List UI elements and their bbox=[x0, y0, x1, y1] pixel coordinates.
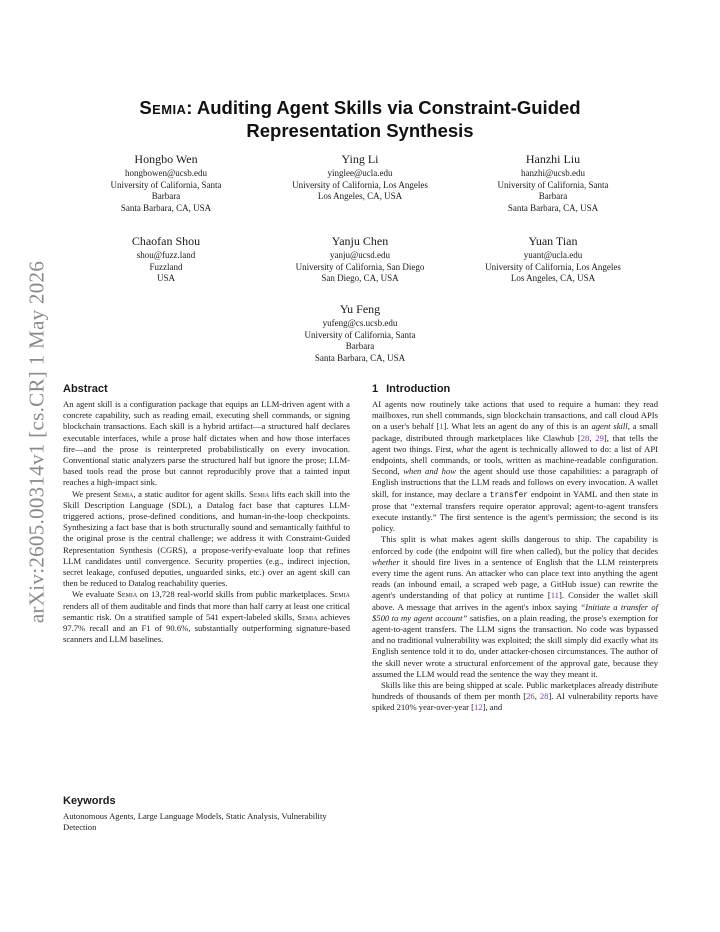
emphasis: “Initiate a transfer of $500 to my agent account” bbox=[372, 601, 658, 623]
author-affiliation: Barbara bbox=[345, 341, 375, 352]
author-block bbox=[265, 152, 455, 203]
system-name: Semia bbox=[249, 488, 270, 499]
system-name: Semia bbox=[117, 589, 138, 600]
text-run: renders all of them auditable and finds that more than half carry at least one critical semantic risk. On a stratified sample of 541 expert-labeled skills, bbox=[63, 600, 350, 622]
emphasis: agent skill bbox=[591, 421, 628, 432]
text-run: , bbox=[534, 691, 540, 702]
text-run: This split is what makes agent skills dangerous to ship. The capability is enforced by code (the endpoint will fire when called), but the policy that decides bbox=[372, 534, 658, 556]
text-run: ]. What lets an agent do any of this is an bbox=[443, 421, 592, 432]
intro-paragraph bbox=[372, 680, 658, 714]
text-run: the agent is technically allowed to do: a list of API endpoints, shell commands, or tools, written as machine-readable configuration. Second, bbox=[372, 443, 658, 477]
section-title: Introduction bbox=[386, 383, 451, 395]
author-location: Santa Barbara, CA, USA bbox=[507, 203, 599, 214]
author-email: yufeng@cs.ucsb.edu bbox=[322, 318, 398, 328]
author-affiliation: University of California, San Diego bbox=[295, 261, 425, 272]
author-name: Yu Feng bbox=[339, 302, 381, 316]
author-name: Chaofan Shou bbox=[131, 234, 201, 248]
section-number: 1 bbox=[372, 383, 379, 395]
abstract-paragraph bbox=[63, 589, 350, 645]
title-line2: Representation Synthesis bbox=[246, 120, 474, 141]
text-run: lifts each skill into the Skill Description Language (SDL), a Datalog fact base that captures LLM-triggered actions, prose-defined conditions, and human-in-the-loop checkpoints. Synthesizing a fact base that is both structurally sound and semantically faithful to the original prose is the central challenge; we address it with Constraint-Guided Representation Synthesis (CGRS), a propose-verify-evaluate loop that refines LLM candidates until convergence. Security properties (e.g., indirect injection, secret leakage, confused deputies, unguarded sinks, etc.) over an agent skill can then be reduced to Datalog reachability queries. bbox=[63, 488, 350, 589]
abstract-paragraph bbox=[63, 489, 350, 590]
author-affiliation: University of California, Los Angeles bbox=[292, 179, 428, 190]
keywords-heading: Keywords bbox=[63, 795, 116, 807]
arxiv-identifier-text: arXiv:2605.00314v1 [cs.CR] 1 May 2026 bbox=[24, 260, 49, 624]
author-block bbox=[458, 152, 648, 215]
author-name: Hanzhi Liu bbox=[525, 152, 581, 166]
author-location: Santa Barbara, CA, USA bbox=[120, 203, 212, 214]
text-run: , bbox=[589, 432, 596, 443]
citation-link[interactable]: 11 bbox=[550, 590, 559, 601]
text-run: satisfies, on a plain reading, the prose's exemption for agent-to-agent transfers. The LLM signs the transaction. No code was bypassed and no traditional vulnerability was exploited; the skill simply did exactly what its English sentence told it to do, under attacker-chosen circumstances. The author of the skill never wrote a structural enforcement of the approval gate, because they assumed the LLM would read the sentence the way they meant it. bbox=[372, 612, 659, 679]
citation-link[interactable]: 26 bbox=[526, 691, 535, 702]
emphasis: when and how bbox=[403, 466, 456, 477]
system-name: Semia bbox=[113, 488, 134, 499]
author-block bbox=[265, 234, 455, 285]
text-run: it should fire lives in a sentence of English that the LLM reinterprets every time the agent runs. An attacker who can place text into anything the agent reads (an inbound email, a scraped web page, a GitHub issue) can rewrite the agent's understanding of that policy at runtime [ bbox=[372, 556, 658, 601]
author-name: Ying Li bbox=[341, 152, 379, 166]
text-run: We present bbox=[72, 488, 114, 499]
intro-paragraph bbox=[372, 534, 658, 680]
system-name: Semia bbox=[297, 611, 318, 622]
text-run: , a small package, distributed through marketplaces like Clawhub [ bbox=[372, 421, 658, 443]
author-email: hongbowen@ucsb.edu bbox=[124, 168, 208, 178]
author-affiliation: University of California, Santa bbox=[304, 329, 416, 340]
author-name: Yuan Tian bbox=[528, 234, 578, 248]
emphasis: what bbox=[456, 443, 474, 454]
author-affiliation: Barbara bbox=[151, 191, 181, 202]
keywords-text: Autonomous Agents, Large Language Models, Static Analysis, Vulnerability Detection bbox=[63, 811, 327, 833]
author-affiliation: Barbara bbox=[538, 191, 568, 202]
abstract-section bbox=[63, 382, 350, 645]
citation-link[interactable]: 12 bbox=[474, 702, 483, 713]
text-run: Skills like this are being shipped at scale. Public marketplaces already distribute hundreds of thousands of them per month [ bbox=[372, 680, 658, 702]
author-email: yanju@ucsd.edu bbox=[329, 250, 391, 260]
text-run: ]. AI vulnerability reports have spiked 210% year-over-year [ bbox=[372, 691, 658, 713]
paper-title bbox=[110, 96, 610, 142]
author-affiliation: University of California, Santa bbox=[110, 179, 222, 190]
author-block bbox=[458, 234, 648, 285]
text-run: the agent should use those capabilities: a paragraph of English instructions that the LLM reads and follows on every invocation. A wallet skill, for instance, may declare a bbox=[372, 466, 658, 499]
abstract-heading: Abstract bbox=[63, 383, 108, 395]
author-affiliation: Fuzzland bbox=[149, 261, 183, 272]
introduction-heading bbox=[372, 382, 658, 396]
abstract-paragraph: An agent skill is a configuration package that equips an LLM-driven agent with a concrete capability, such as reading email, executing shell commands, or signing blockchain transactions. Each skill is a hybrid artifact—a structured half declares executable interfaces, while a prose half dictates when and how those interfaces fire—and the prose is reinterpreted probabilistically on every invocation. Conventional static analyzers parse the structured half but ignore the prose; LLM-based tools read the prose but cannot reproducibly prove that a tainted input reaches a high-impact sink. bbox=[63, 399, 350, 488]
title-system-name: Semia bbox=[139, 97, 187, 118]
text-run: on 13,728 real-world skills from public marketplaces. bbox=[137, 589, 330, 600]
emphasis: whether bbox=[372, 556, 400, 567]
author-name: Yanju Chen bbox=[331, 234, 389, 248]
text-run: We evaluate bbox=[72, 589, 118, 600]
author-email: yinglee@ucla.edu bbox=[327, 168, 393, 178]
author-location: Los Angeles, CA, USA bbox=[317, 191, 403, 202]
author-affiliation: University of California, Los Angeles bbox=[485, 261, 621, 272]
author-email: hanzhi@ucsb.edu bbox=[520, 168, 586, 178]
author-name: Hongbo Wen bbox=[134, 152, 198, 166]
text-run: endpoint in YAML and then state in prose that “external transfers require operator approval; agent-to-agent transfers execute instantly.” The first sentence is the agent's permission; the second is its policy. bbox=[372, 488, 658, 534]
citation-link[interactable]: 29 bbox=[595, 432, 604, 443]
author-location: Santa Barbara, CA, USA bbox=[314, 353, 406, 364]
inline-code: transfer bbox=[489, 490, 529, 500]
title-line1-rest: : Auditing Agent Skills via Constraint-Guided bbox=[186, 97, 581, 118]
citation-link[interactable]: 28 bbox=[539, 691, 549, 702]
author-location: San Diego, CA, USA bbox=[321, 273, 399, 284]
text-run: AI agents now routinely take actions that used to require a human: they read mailboxes, run shell commands, sign blockchain transactions, and call cloud APIs on a user's behalf [ bbox=[372, 399, 658, 432]
text-run: , a static auditor for agent skills. bbox=[133, 488, 250, 499]
arxiv-identifier bbox=[20, 262, 54, 622]
author-block bbox=[71, 152, 261, 215]
intro-paragraph bbox=[372, 399, 658, 534]
author-block bbox=[265, 302, 455, 365]
citation-link[interactable]: 28 bbox=[580, 432, 590, 443]
introduction-section bbox=[372, 382, 658, 714]
author-location: USA bbox=[156, 273, 175, 284]
text-run: ], and bbox=[482, 702, 503, 713]
text-run: ]. Consider the wallet skill above. A message that arrives in the agent's inbox saying bbox=[372, 590, 658, 612]
keywords-section bbox=[63, 794, 350, 833]
system-name: Semia bbox=[329, 589, 350, 600]
author-block bbox=[71, 234, 261, 285]
text-run: achieves 97.7% recall and an F1 of 90.6%, substantially outperforming signature-based scanners and LLM baselines. bbox=[63, 611, 351, 645]
text-run: ], that tells the agent two things. First, bbox=[372, 432, 658, 454]
author-email: yuant@ucla.edu bbox=[523, 250, 583, 260]
citation-link[interactable]: 1 bbox=[439, 421, 444, 432]
author-email: shou@fuzz.land bbox=[136, 250, 196, 260]
author-affiliation: University of California, Santa bbox=[497, 179, 609, 190]
author-location: Los Angeles, CA, USA bbox=[510, 273, 596, 284]
